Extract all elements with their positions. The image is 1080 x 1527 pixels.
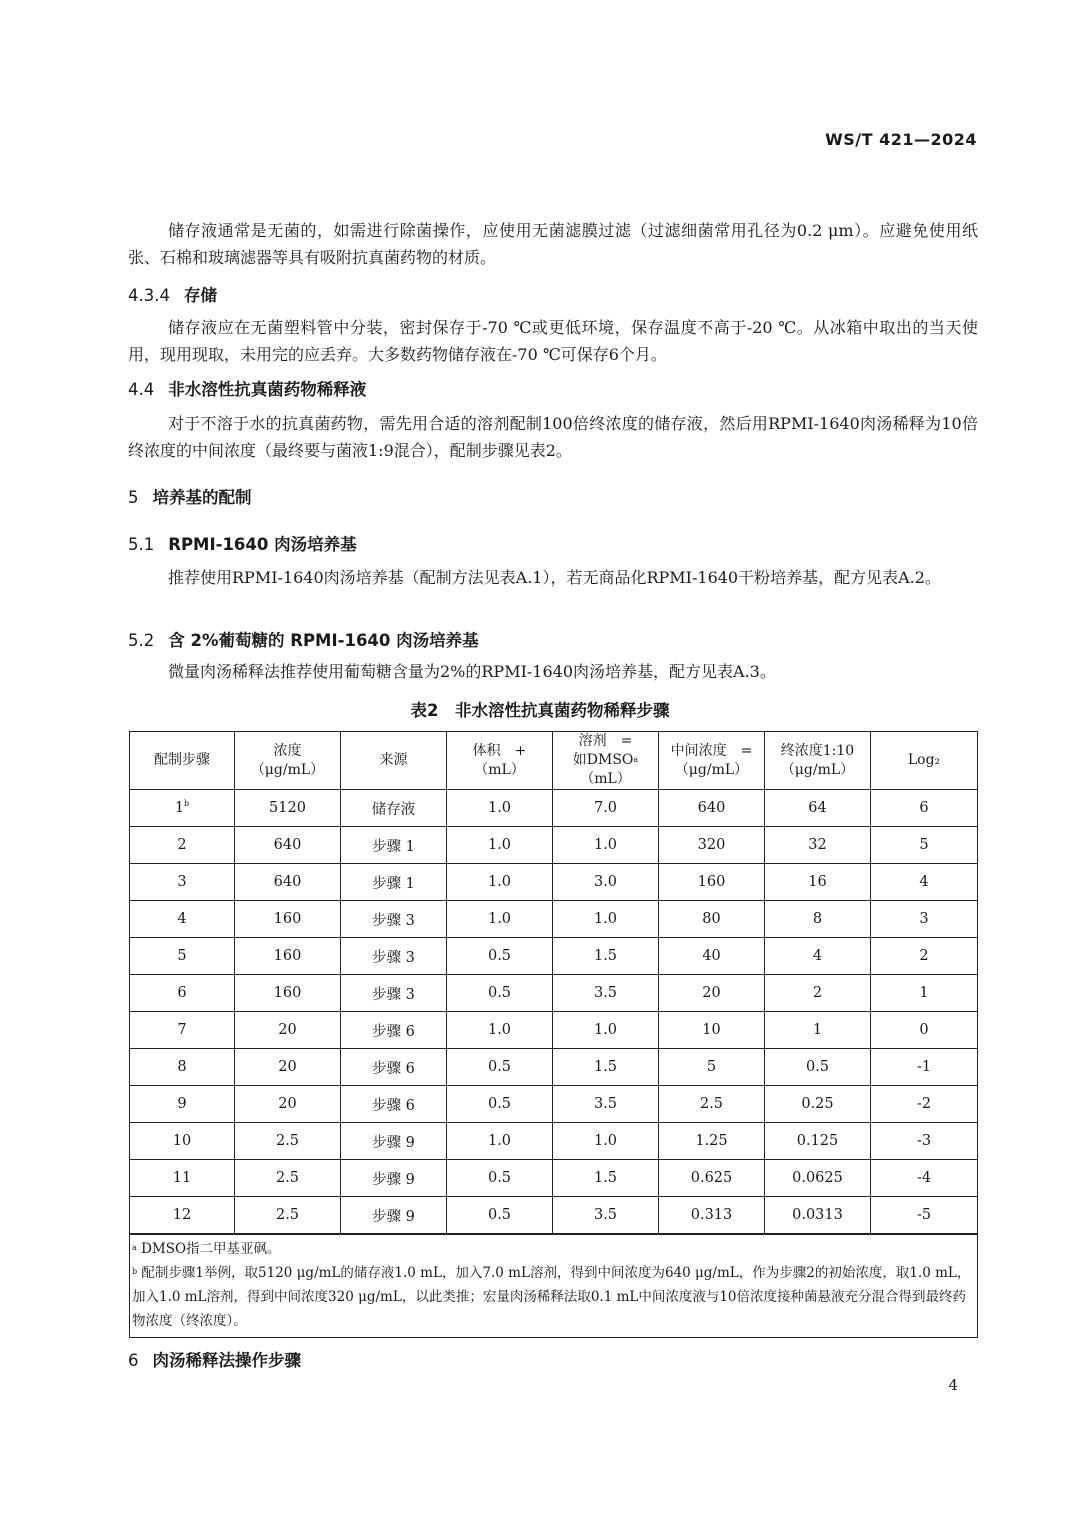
cell-value: 步骤 9 [372, 1208, 415, 1225]
table-row [130, 1049, 978, 1086]
heading-text: 含 2%葡萄糖的 RPMI-1640 肉汤培养基 [168, 631, 479, 650]
cell-volume [447, 901, 553, 938]
cell-value: 1.5 [593, 1170, 618, 1186]
cell-log2 [871, 1197, 978, 1235]
header-volume [447, 732, 553, 790]
cell-solvent [553, 1123, 659, 1160]
cell-value: 2.5 [275, 1133, 300, 1149]
cell-log2 [871, 790, 978, 827]
cell-final [765, 1049, 871, 1086]
cell-source [341, 938, 447, 975]
heading-5 [128, 484, 252, 508]
cell-value: 4 [812, 948, 823, 964]
footnote-marker: b [132, 1267, 138, 1276]
cell-final [765, 864, 871, 901]
cell-intermediate [659, 1160, 765, 1197]
cell-intermediate [659, 1197, 765, 1235]
cell-concentration [235, 864, 341, 901]
cell-value: 2 [919, 948, 929, 964]
cell-value: 3 [919, 911, 929, 927]
header-solvent [553, 732, 659, 790]
cell-value: 0.5 [487, 1207, 512, 1223]
cell-volume [447, 938, 553, 975]
cell-value: 640 [697, 800, 726, 816]
heading-number: 5 [128, 488, 139, 507]
cell-value: 12 [172, 1207, 192, 1223]
cell-solvent [553, 1160, 659, 1197]
cell-concentration [235, 827, 341, 864]
heading-number: 5.2 [128, 631, 155, 650]
cell-value: 16 [808, 874, 827, 890]
cell-value: -2 [916, 1096, 932, 1112]
table-row [130, 1012, 978, 1049]
cell-value: 0.0625 [792, 1170, 843, 1186]
heading-4-3-4 [128, 282, 217, 306]
cell-value: 1.0 [487, 911, 512, 927]
footnote-a [132, 1237, 975, 1261]
cell-value: 1.0 [487, 874, 512, 890]
cell-final [765, 1123, 871, 1160]
cell-concentration [235, 1049, 341, 1086]
header-line: （μg/mL） [674, 761, 749, 778]
header-text: （mL） [580, 771, 631, 787]
cell-value: 4 [919, 874, 929, 890]
cell-concentration [235, 1086, 341, 1123]
table-row [130, 827, 978, 864]
cell-log2 [871, 1012, 978, 1049]
cell-value: 9 [177, 1096, 187, 1112]
cell-value: 3 [177, 874, 187, 890]
cell-value: -5 [916, 1207, 932, 1223]
cell-step [130, 1049, 235, 1086]
cell-log2 [871, 1086, 978, 1123]
cell-value: 3.5 [593, 1096, 618, 1112]
header-concentration [235, 732, 341, 790]
table-footnotes [130, 1234, 978, 1338]
page-number: 4 [948, 1376, 958, 1394]
cell-value: 1.0 [487, 800, 512, 816]
heading-number: 6 [128, 1351, 139, 1370]
cell-value: 2.5 [275, 1170, 300, 1186]
cell-log2 [871, 1123, 978, 1160]
cell-value: 5120 [269, 800, 306, 816]
cell-final [765, 1086, 871, 1123]
paragraph-insoluble: 对于不溶于水的抗真菌药物，需先用合适的溶剂配制100倍终浓度的储存液，然后用RPMI-1640肉汤稀释为10倍终浓度的中间浓度（最终要与菌液1:9混合），配制步骤见表2。 [128, 414, 978, 460]
cell-source [341, 1086, 447, 1123]
cell-source [341, 1197, 447, 1235]
cell-value: 1.0 [593, 837, 618, 853]
cell-final [765, 1160, 871, 1197]
cell-value: 6 [177, 985, 187, 1001]
cell-value: 10 [702, 1022, 721, 1038]
cell-value: 2 [812, 985, 823, 1001]
cell-value: 2 [177, 837, 187, 853]
cell-value: 0.125 [796, 1133, 839, 1149]
cell-value: 步骤 3 [372, 986, 415, 1003]
cell-value: 步骤 6 [372, 1060, 415, 1077]
cell-intermediate [659, 827, 765, 864]
table-row [130, 901, 978, 938]
cell-step [130, 790, 235, 827]
header-source: 来源 [341, 732, 447, 790]
heading-4-4 [128, 376, 366, 400]
cell-value: 1.0 [487, 837, 512, 853]
cell-value: 0.313 [690, 1207, 733, 1223]
heading-number: 4.4 [128, 380, 155, 399]
table-footnote-row [130, 1234, 978, 1338]
cell-intermediate [659, 938, 765, 975]
table-row [130, 975, 978, 1012]
cell-source [341, 1049, 447, 1086]
cell-value: 10 [172, 1133, 192, 1149]
cell-solvent [553, 938, 659, 975]
cell-concentration [235, 1123, 341, 1160]
cell-step [130, 827, 235, 864]
table-row [130, 864, 978, 901]
header-line: （μg/mL） [250, 761, 325, 778]
cell-value: 5 [706, 1059, 717, 1075]
cell-volume [447, 790, 553, 827]
cell-value: 32 [808, 837, 827, 853]
footnote-b [132, 1261, 975, 1333]
cell-value: 步骤 9 [372, 1134, 415, 1151]
cell-value: 1 [174, 800, 185, 816]
cell-value: 0.0313 [792, 1207, 843, 1223]
cell-value: 步骤 3 [372, 949, 415, 966]
header-line: （μg/mL） [780, 761, 855, 778]
cell-step [130, 1012, 235, 1049]
header-line: 溶剂 = [578, 733, 633, 749]
cell-concentration [235, 1160, 341, 1197]
cell-value: 640 [273, 874, 302, 890]
cell-value: 20 [278, 1059, 297, 1075]
cell-concentration [235, 1197, 341, 1235]
cell-value: 0.5 [805, 1059, 830, 1075]
footnote-marker: b [184, 799, 190, 808]
cell-value: 0.625 [690, 1170, 733, 1186]
cell-value: 储存液 [371, 801, 416, 818]
cell-value: 0.5 [487, 1059, 512, 1075]
heading-text: 培养基的配制 [152, 488, 252, 507]
cell-value: 步骤 6 [372, 1023, 415, 1040]
cell-log2 [871, 901, 978, 938]
cell-volume [447, 1012, 553, 1049]
cell-value: 3.0 [593, 874, 618, 890]
paragraph-rpmi: 推荐使用RPMI-1640肉汤培养基（配制方法见表A.1），若无商品化RPMI-1640干粉培养基，配方见表A.2。 [168, 568, 941, 587]
cell-step [130, 901, 235, 938]
cell-value: 320 [697, 837, 726, 853]
cell-step [130, 1086, 235, 1123]
heading-5-2 [128, 627, 479, 651]
cell-solvent [553, 827, 659, 864]
heading-6 [128, 1347, 301, 1371]
cell-intermediate [659, 901, 765, 938]
cell-intermediate [659, 864, 765, 901]
cell-intermediate [659, 1012, 765, 1049]
cell-value: 1.5 [593, 948, 618, 964]
cell-value: 0.5 [487, 1170, 512, 1186]
cell-source [341, 975, 447, 1012]
cell-intermediate [659, 1049, 765, 1086]
footnote-marker: a [132, 1243, 137, 1252]
cell-source [341, 901, 447, 938]
cell-source [341, 790, 447, 827]
header-line [553, 751, 658, 789]
cell-concentration [235, 938, 341, 975]
cell-value: -4 [916, 1170, 932, 1186]
cell-value: 2.5 [275, 1207, 300, 1223]
table-row [130, 1160, 978, 1197]
cell-value: 0 [919, 1022, 929, 1038]
cell-log2 [871, 864, 978, 901]
heading-number: 4.3.4 [128, 286, 170, 305]
footnote-text: 配制步骤1举例，取5120 μg/mL的储存液1.0 mL，加入7.0 mL溶剂，得到中间浓度为640 μg/mL，作为步骤2的初始浓度，取1.0 mL，加入1.0 mL溶剂，得到中间浓度320 μg/mL，以此类推；宏量肉汤稀释法取0.1 mL中间浓度液与10倍浓度接种菌悬液充分混合得到最终药物浓度（终浓度）。 [132, 1265, 971, 1329]
cell-value: 160 [273, 948, 302, 964]
cell-log2 [871, 975, 978, 1012]
cell-value: 4 [177, 911, 187, 927]
cell-volume [447, 827, 553, 864]
cell-concentration [235, 1012, 341, 1049]
cell-final [765, 938, 871, 975]
cell-step [130, 1160, 235, 1197]
cell-value: 11 [172, 1170, 192, 1186]
cell-step [130, 1123, 235, 1160]
cell-final [765, 1012, 871, 1049]
cell-value: 7 [177, 1022, 187, 1038]
cell-source [341, 1012, 447, 1049]
cell-value: 5 [177, 948, 187, 964]
heading-text: 非水溶性抗真菌药物稀释液 [168, 380, 367, 399]
cell-value: 20 [278, 1096, 297, 1112]
cell-source [341, 827, 447, 864]
footnote-marker: a [633, 755, 639, 764]
cell-value: 1.0 [487, 1022, 512, 1038]
header-line: 中间浓度 = [670, 742, 753, 759]
cell-value: 1.25 [695, 1133, 728, 1149]
cell-volume [447, 1160, 553, 1197]
cell-value: 1.5 [593, 1059, 618, 1075]
cell-solvent [553, 790, 659, 827]
paragraph-glucose: 微量肉汤稀释法推荐使用葡萄糖含量为2%的RPMI-1640肉汤培养基，配方见表A.3。 [168, 662, 776, 681]
cell-log2 [871, 938, 978, 975]
cell-final [765, 1197, 871, 1235]
cell-volume [447, 1123, 553, 1160]
cell-concentration [235, 901, 341, 938]
cell-volume [447, 1086, 553, 1123]
cell-value: 1.0 [593, 911, 618, 927]
cell-log2 [871, 1160, 978, 1197]
cell-value: 160 [273, 911, 302, 927]
cell-log2 [871, 827, 978, 864]
cell-final [765, 790, 871, 827]
cell-volume [447, 1049, 553, 1086]
cell-step [130, 864, 235, 901]
cell-source [341, 864, 447, 901]
cell-value: 1 [812, 1022, 823, 1038]
cell-final [765, 975, 871, 1012]
footnote-text: DMSO指二甲基亚砜。 [141, 1241, 281, 1257]
paragraph-storage: 储存液应在无菌塑料管中分装，密封保存于-70 ℃或更低环境，保存温度不高于-20 ℃。从冰箱中取出的当天使用，现用现取，未用完的应丢弃。大多数药物储存液在-70 ℃可保存6个月。 [128, 318, 978, 364]
cell-solvent [553, 1086, 659, 1123]
cell-value: 步骤 1 [372, 875, 415, 892]
cell-value: 0.25 [801, 1096, 834, 1112]
cell-value: 1 [919, 985, 929, 1001]
cell-value: 3.5 [593, 1207, 618, 1223]
cell-value: 8 [812, 911, 823, 927]
cell-value: 1.0 [593, 1133, 618, 1149]
heading-number: 5.1 [128, 535, 155, 554]
cell-value: 40 [702, 948, 721, 964]
table-row [130, 1197, 978, 1235]
cell-step [130, 938, 235, 975]
cell-solvent [553, 975, 659, 1012]
cell-value: 3.5 [593, 985, 618, 1001]
cell-value: 1.0 [593, 1022, 618, 1038]
cell-value: 步骤 1 [372, 838, 415, 855]
cell-value: 1.0 [487, 1133, 512, 1149]
cell-volume [447, 975, 553, 1012]
header-text: 如DMSO [572, 752, 634, 768]
cell-solvent [553, 1049, 659, 1086]
cell-intermediate [659, 790, 765, 827]
cell-solvent [553, 901, 659, 938]
cell-step [130, 975, 235, 1012]
cell-source [341, 1160, 447, 1197]
header-line: （mL） [474, 761, 525, 778]
cell-value: 7.0 [593, 800, 618, 816]
header-final-concentration [765, 732, 871, 790]
cell-solvent [553, 864, 659, 901]
table-row [130, 790, 978, 827]
cell-intermediate [659, 1123, 765, 1160]
header-line: 体积 + [472, 742, 527, 759]
cell-final [765, 901, 871, 938]
cell-value: 20 [278, 1022, 297, 1038]
cell-value: -3 [916, 1133, 932, 1149]
table-row [130, 1123, 978, 1160]
dilution-table [129, 731, 978, 1338]
cell-concentration [235, 975, 341, 1012]
cell-volume [447, 864, 553, 901]
header-step: 配制步骤 [130, 732, 235, 790]
heading-5-1 [128, 531, 357, 555]
cell-source [341, 1123, 447, 1160]
cell-value: 0.5 [487, 948, 512, 964]
header-line: 浓度 [273, 742, 302, 759]
cell-value: 步骤 3 [372, 912, 415, 929]
cell-value: 6 [919, 800, 929, 816]
table-header-row [130, 732, 978, 790]
cell-value: 5 [919, 837, 929, 853]
cell-value: 20 [702, 985, 721, 1001]
paragraph-sterility: 储存液通常是无菌的，如需进行除菌操作，应使用无菌滤膜过滤（过滤细菌常用孔径为0.2 μm）。应避免使用纸张、石棉和玻璃滤器等具有吸附抗真菌药物的材质。 [128, 221, 978, 267]
heading-text: RPMI-1640 肉汤培养基 [168, 535, 357, 554]
cell-value: 160 [273, 985, 302, 1001]
table-caption: 表2 非水溶性抗真菌药物稀释步骤 [410, 701, 670, 720]
standard-code: WS/T 421—2024 [825, 130, 977, 149]
cell-value: 步骤 9 [372, 1171, 415, 1188]
heading-text: 存储 [183, 286, 217, 305]
cell-value: 2.5 [699, 1096, 724, 1112]
table-row [130, 1086, 978, 1123]
cell-value: 步骤 6 [372, 1097, 415, 1114]
heading-text: 肉汤稀释法操作步骤 [152, 1351, 301, 1370]
cell-log2 [871, 1049, 978, 1086]
cell-solvent [553, 1197, 659, 1235]
cell-concentration [235, 790, 341, 827]
cell-solvent [553, 1012, 659, 1049]
cell-step [130, 1197, 235, 1235]
header-log2: Log₂ [871, 732, 978, 790]
table-row [130, 938, 978, 975]
cell-value: 8 [177, 1059, 187, 1075]
cell-intermediate [659, 1086, 765, 1123]
header-line: 终浓度1:10 [780, 742, 855, 759]
cell-value: 0.5 [487, 985, 512, 1001]
cell-volume [447, 1197, 553, 1235]
cell-value: 80 [702, 911, 721, 927]
cell-final [765, 827, 871, 864]
header-intermediate-concentration [659, 732, 765, 790]
cell-value: 640 [273, 837, 302, 853]
cell-value: -1 [916, 1059, 932, 1075]
cell-value: 160 [697, 874, 726, 890]
cell-intermediate [659, 975, 765, 1012]
cell-value: 0.5 [487, 1096, 512, 1112]
cell-value: 64 [808, 800, 827, 816]
